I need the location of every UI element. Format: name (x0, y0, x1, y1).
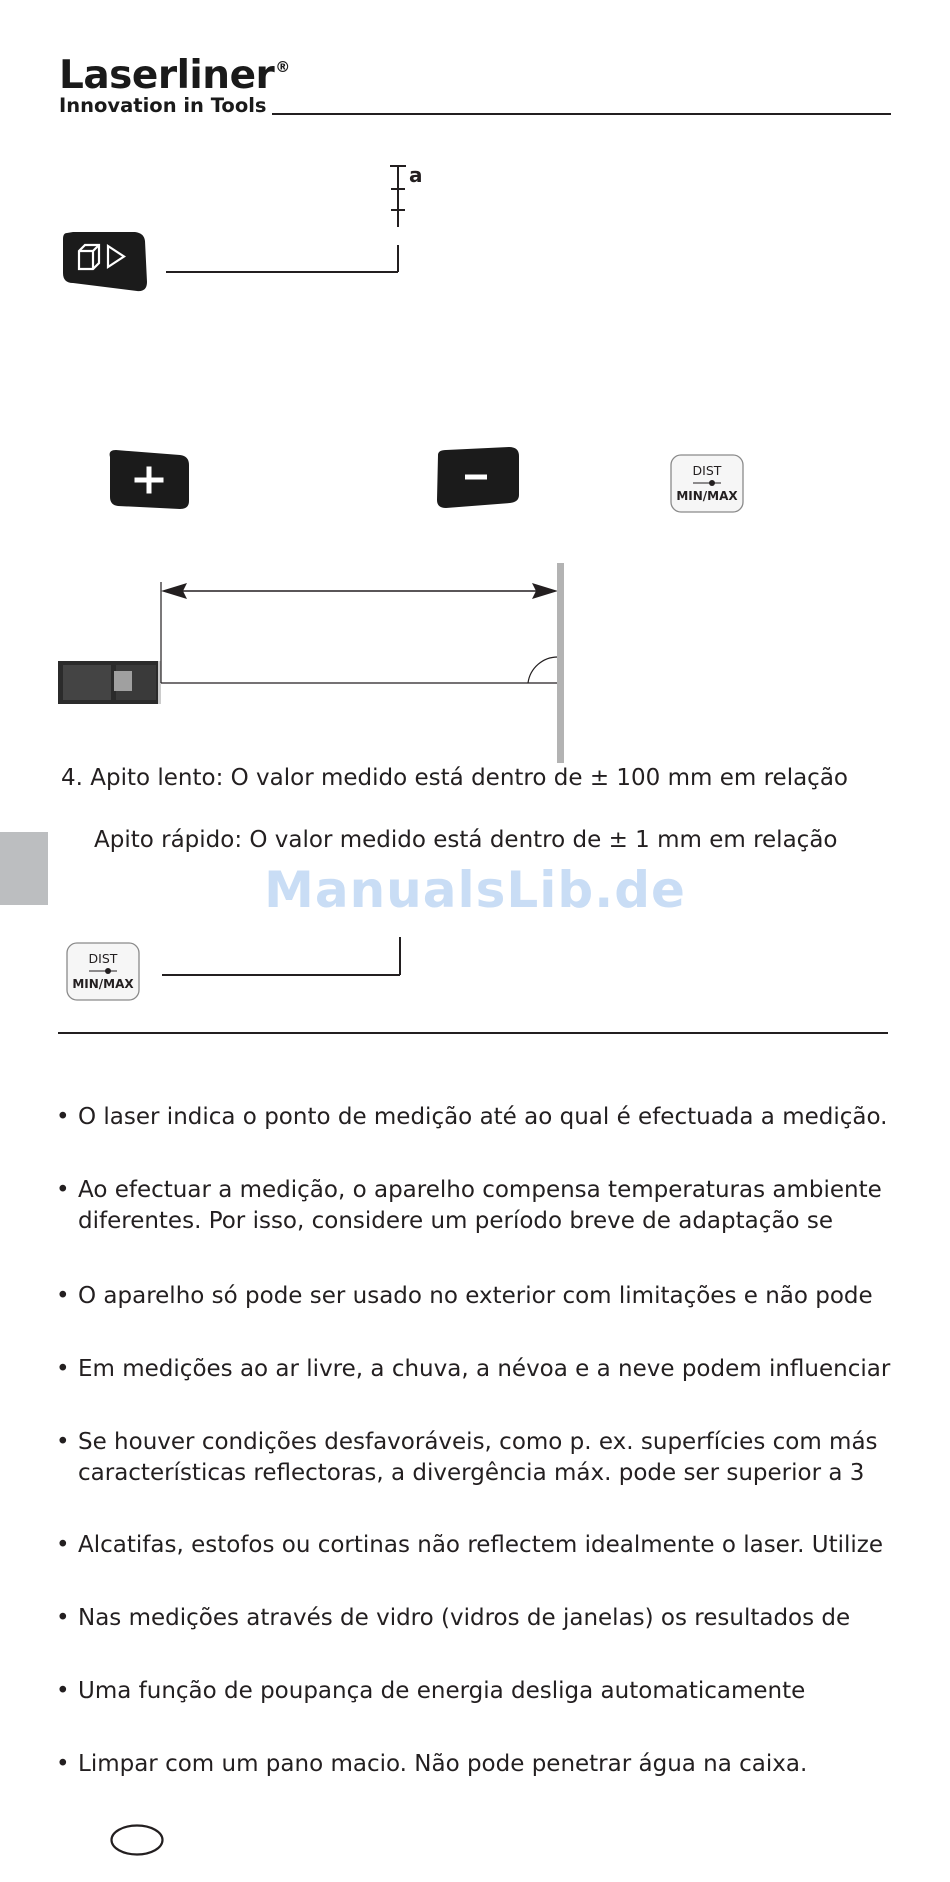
bullet-dot: • (56, 1429, 70, 1455)
laser-device (58, 661, 161, 704)
dist-label-2: DIST (88, 951, 118, 966)
dist-label: DIST (692, 463, 722, 478)
note-temperature: • Ao efectuar a medição, o aparelho compensa temperaturas ambiente diferentes. Por isso, considere um período breve de adaptação se (56, 1177, 882, 1235)
tolerance-scale (166, 166, 406, 272)
figure-mode-button (55, 155, 435, 295)
note-conditions: • Se houver condições desfavoráveis, como p. ex. superfícies com más características reflectoras, a divergência máx. pode ser superior a 3 (56, 1429, 878, 1487)
bullet-dot: • (56, 1532, 70, 1558)
note-weather: • Em medições ao ar livre, a chuva, a névoa e a neve podem influenciar (56, 1354, 890, 1385)
distance-arrow (161, 583, 558, 599)
section-rule (58, 1032, 888, 1034)
bullet-dot: • (56, 1104, 70, 1130)
bullet-dot: • (56, 1177, 70, 1203)
note-outdoor: • O aparelho só pode ser usado no exterior com limitações e não pode (56, 1281, 873, 1312)
minus-button (437, 447, 519, 508)
right-angle-arc (528, 657, 558, 683)
brand-tagline: Innovation in Tools (59, 94, 267, 117)
figure-keys (100, 445, 760, 520)
dist-minmax-button-2 (67, 943, 139, 1000)
bullet-dot: • (56, 1283, 70, 1309)
brand-logo (59, 53, 290, 98)
figure-dist-button (60, 935, 410, 1005)
note-carpets: • Alcatifas, estofos ou cortinas não reflectem idealmente o laser. Utilize (56, 1530, 883, 1561)
tolerance-letter: a (409, 163, 423, 187)
header-rule (272, 113, 891, 115)
registered-mark: ® (275, 58, 290, 76)
note-cleaning: • Limpar com um pano macio. Não pode penetrar água na caixa. (56, 1749, 807, 1780)
bullet-dot: • (56, 1356, 70, 1382)
figure-wall-measurement (50, 555, 580, 765)
brand-name: Laserliner (59, 53, 275, 98)
minmax-label-2: MIN/MAX (72, 977, 134, 991)
bullet-dot: • (56, 1605, 70, 1631)
minmax-label: MIN/MAX (676, 489, 738, 503)
dist-minmax-button (671, 455, 743, 512)
laser-star-icon (709, 480, 715, 486)
mode-button (63, 232, 147, 291)
watermark: ManualsLib.de (264, 861, 686, 919)
laser-star-icon-2 (105, 968, 111, 974)
bullet-dot: • (56, 1678, 70, 1704)
plus-button (110, 450, 189, 509)
target-wall (557, 563, 564, 763)
leader-line (162, 937, 400, 975)
bullet-dot: • (56, 1751, 70, 1777)
step4-line1: 4. Apito lento: O valor medido está dentro de ± 100 mm em relação (61, 765, 848, 791)
step4-line2: Apito rápido: O valor medido está dentro de ± 1 mm em relação (94, 827, 838, 853)
note-laser-point: • O laser indica o ponto de medição até ao qual é efectuada a medição. (56, 1102, 887, 1133)
note-power-saving: • Uma função de poupança de energia desliga automaticamente (56, 1676, 805, 1707)
language-oval (108, 1822, 166, 1858)
note-glass: • Nas medições através de vidro (vidros de janelas) os resultados de (56, 1603, 850, 1634)
